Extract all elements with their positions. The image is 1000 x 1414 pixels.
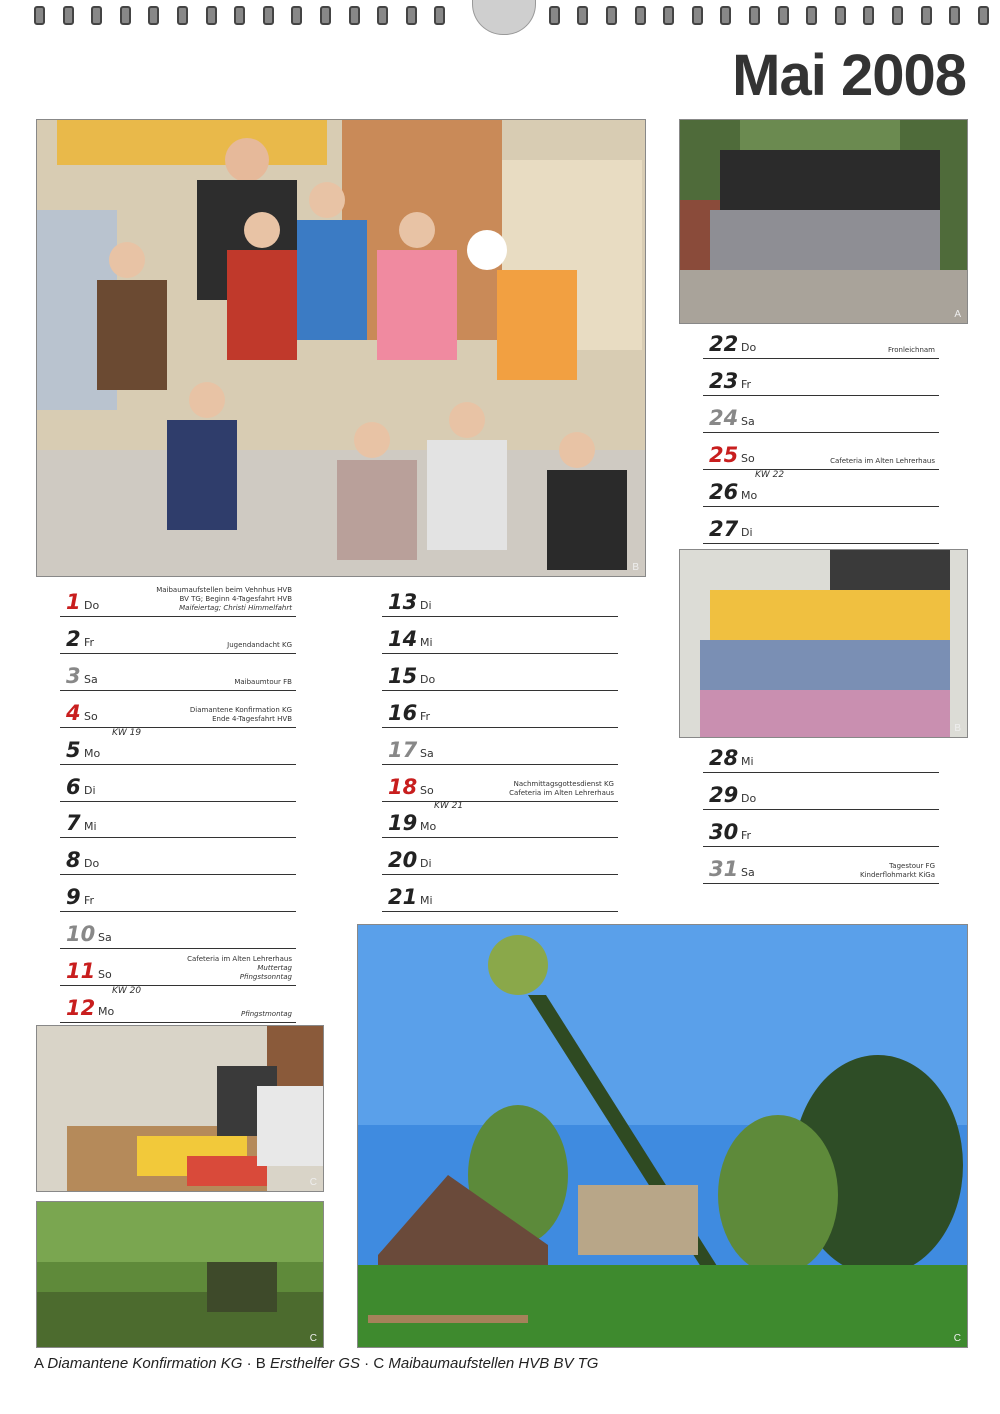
binding-ring <box>863 6 874 25</box>
day-number: 24 <box>709 406 739 430</box>
day-number: 9 <box>66 885 81 910</box>
day-row <box>703 359 939 396</box>
binding-ring <box>549 6 560 25</box>
day-number: 20 <box>388 848 418 873</box>
binding-ring <box>949 6 960 25</box>
day-row <box>382 580 618 617</box>
day-number: 2 <box>66 626 81 651</box>
day-row <box>703 507 939 544</box>
binding-ring <box>692 6 703 25</box>
day-number: 30 <box>709 820 739 844</box>
day-number: 17 <box>388 737 418 762</box>
days-column-3-lower <box>703 736 939 881</box>
binding-ring <box>291 6 302 25</box>
day-events <box>156 586 292 613</box>
day-number: 6 <box>66 774 81 799</box>
photo-first-aid-children <box>679 549 968 738</box>
day-row <box>703 810 939 847</box>
day-events <box>830 457 935 466</box>
day-row <box>60 691 296 728</box>
binding-ring <box>635 6 646 25</box>
binding-ring <box>177 6 188 25</box>
day-number: 4 <box>66 700 81 725</box>
binding-ring <box>320 6 331 25</box>
event-text: Nachmittagsgottesdienst KG <box>513 779 614 788</box>
binding-ring <box>120 6 131 25</box>
day-number: 25 <box>709 443 739 467</box>
binding-ring <box>63 6 74 25</box>
binding-ring <box>978 6 989 25</box>
photo-caption <box>34 1355 598 1372</box>
binding-ring <box>91 6 102 25</box>
photo-diamond-confirmation-image <box>680 120 967 323</box>
day-row <box>703 322 939 359</box>
event-text: Maibaumtour FB <box>234 677 292 686</box>
weekday: Mo <box>98 1004 115 1018</box>
days-column-1 <box>60 580 296 1020</box>
event-text: Cafeteria im Alten Lehrerhaus <box>187 955 292 963</box>
day-row <box>60 912 296 949</box>
day-number: 1 <box>66 590 81 614</box>
photo-garden-work <box>36 1201 324 1348</box>
photo-diamond-confirmation <box>679 119 968 324</box>
photo-label: C <box>953 1333 961 1344</box>
weekday: Sa <box>98 931 112 945</box>
binding-ring <box>206 6 217 25</box>
photo-label: B <box>954 723 961 734</box>
day-number: 15 <box>388 663 418 688</box>
binding-ring <box>806 6 817 25</box>
caption-a-letter: A <box>34 1355 48 1372</box>
day-row <box>60 949 296 986</box>
weekday: Di <box>741 526 753 539</box>
day-number: 22 <box>709 332 739 356</box>
holiday-text: Maifeiertag; Christi Himmelfahrt <box>179 604 292 612</box>
day-number: 16 <box>388 700 418 725</box>
day-events <box>227 641 292 650</box>
day-number: 23 <box>709 369 739 393</box>
weekday: Mi <box>420 635 433 649</box>
weekday: So <box>98 968 112 981</box>
day-events <box>190 706 292 724</box>
day-number: 10 <box>66 922 96 947</box>
day-row <box>60 765 296 802</box>
photo-garden-work-image <box>37 1202 323 1347</box>
event-text: BV TG; Beginn 4-Tagesfahrt HVB <box>179 595 292 603</box>
caption-sep-1: · B <box>242 1355 270 1372</box>
photo-seniors-crafting-image <box>37 1026 323 1191</box>
day-number: 28 <box>709 746 739 770</box>
event-text: Cafeteria im Alten Lehrerhaus <box>509 788 614 797</box>
day-row <box>703 470 939 507</box>
binding-ring <box>749 6 760 25</box>
weekday: Fr <box>84 894 95 908</box>
binding-ring <box>606 6 617 25</box>
day-number: 18 <box>388 774 418 799</box>
spiral-binding <box>0 0 1000 34</box>
day-number: 8 <box>66 848 81 873</box>
day-row <box>703 396 939 433</box>
day-row <box>382 728 618 765</box>
day-number: 13 <box>388 590 418 614</box>
weekday: Do <box>84 857 100 871</box>
calendar-week: KW 19 <box>112 727 142 738</box>
binding-ring <box>921 6 932 25</box>
day-row <box>60 728 296 765</box>
weekday: Do <box>741 341 757 354</box>
binding-ring <box>778 6 789 25</box>
weekday: Do <box>420 672 436 686</box>
weekday: Fr <box>741 378 752 391</box>
event-text: Diamantene Konfirmation KG <box>189 705 292 714</box>
weekday: So <box>741 452 755 465</box>
binding-ring <box>835 6 846 25</box>
event-text: Kinderflohmarkt KiGa <box>860 871 935 879</box>
day-number: 3 <box>66 663 81 688</box>
day-row <box>382 765 618 802</box>
days-column-3-upper <box>703 322 939 544</box>
day-number: 14 <box>388 626 418 651</box>
day-row <box>703 773 939 810</box>
day-number: 21 <box>388 885 418 910</box>
calendar-hanger <box>472 0 536 35</box>
event-text: Cafeteria im Alten Lehrerhaus <box>830 457 935 465</box>
weekday: So <box>84 709 98 723</box>
binding-ring <box>377 6 388 25</box>
calendar-week: KW 20 <box>112 985 142 996</box>
day-number: 31 <box>709 857 739 881</box>
day-row <box>60 617 296 654</box>
photo-label: A <box>954 309 961 320</box>
binding-ring <box>892 6 903 25</box>
day-row <box>703 847 939 884</box>
day-row <box>382 617 618 654</box>
day-events <box>888 346 935 355</box>
binding-ring <box>434 6 445 25</box>
day-number: 29 <box>709 783 739 807</box>
event-text: Maibaumaufstellen beim Vehnhus HVB <box>156 586 292 594</box>
day-row <box>60 875 296 912</box>
photo-maypole-raising <box>357 924 968 1348</box>
binding-ring <box>234 6 245 25</box>
day-events <box>509 780 614 798</box>
binding-ring <box>720 6 731 25</box>
day-row <box>60 986 296 1023</box>
binding-ring <box>663 6 674 25</box>
holiday-text: Pfingstmontag <box>240 1009 292 1018</box>
day-number: 12 <box>66 995 96 1020</box>
day-row <box>382 875 618 912</box>
weekday: Fr <box>741 829 752 842</box>
weekday: Fr <box>420 709 431 723</box>
day-number: 5 <box>66 737 81 762</box>
photo-first-aid-children-image <box>680 550 967 737</box>
day-events <box>234 678 292 687</box>
day-events <box>241 1010 292 1019</box>
event-text: Fronleichnam <box>888 346 935 354</box>
binding-ring <box>349 6 360 25</box>
holiday-text: Muttertag <box>257 964 292 972</box>
photo-seniors-crafting <box>36 1025 324 1192</box>
weekday: Fr <box>84 635 95 649</box>
photo-maypole-raising-image <box>358 925 967 1347</box>
day-number: 26 <box>709 480 739 504</box>
day-events <box>860 862 935 880</box>
weekday: Mo <box>420 820 437 834</box>
photo-label: B <box>632 562 639 573</box>
day-row <box>60 801 296 838</box>
day-row <box>703 736 939 773</box>
day-row <box>703 433 939 470</box>
photo-classroom-children-image <box>37 120 645 576</box>
day-row <box>382 691 618 728</box>
day-number: 19 <box>388 811 418 836</box>
weekday: Do <box>84 599 100 612</box>
day-number: 11 <box>66 959 96 983</box>
calendar-week: KW 22 <box>755 470 785 480</box>
weekday: Sa <box>84 672 98 686</box>
caption-sep-2: · C <box>360 1355 389 1372</box>
binding-ring <box>263 6 274 25</box>
binding-ring <box>34 6 45 25</box>
days-column-2 <box>382 580 618 910</box>
day-row <box>60 654 296 691</box>
weekday: Do <box>741 792 757 805</box>
binding-ring <box>577 6 588 25</box>
day-number: 7 <box>66 811 81 836</box>
holiday-text: Pfingstsonntag <box>239 973 292 981</box>
caption-c-text: Maibaumaufstellen HVB BV TG <box>388 1355 599 1372</box>
day-row <box>382 654 618 691</box>
weekday: Di <box>420 599 432 612</box>
day-row <box>60 580 296 617</box>
calendar-week: KW 21 <box>434 801 464 812</box>
caption-a-text: Diamantene Konfirmation KG <box>47 1355 243 1372</box>
weekday: Mi <box>84 820 97 834</box>
day-number: 27 <box>709 517 739 541</box>
event-text: Jugendandacht KG <box>227 640 292 649</box>
weekday: Mo <box>741 489 758 502</box>
weekday: Di <box>84 783 96 797</box>
weekday: Sa <box>741 866 755 879</box>
photo-label: C <box>309 1333 317 1344</box>
binding-ring <box>148 6 159 25</box>
weekday: So <box>420 783 434 797</box>
weekday: Mi <box>420 894 433 908</box>
weekday: Mi <box>741 755 754 768</box>
day-row <box>60 838 296 875</box>
photo-label: C <box>309 1177 317 1188</box>
weekday: Di <box>420 857 432 871</box>
photo-classroom-children <box>36 119 646 577</box>
day-events <box>187 955 292 982</box>
day-row <box>382 838 618 875</box>
binding-ring <box>406 6 417 25</box>
weekday: Sa <box>741 415 755 428</box>
event-text: Tagestour FG <box>889 862 935 870</box>
caption-b-text: Ersthelfer GS <box>269 1355 361 1372</box>
weekday: Mo <box>84 746 101 760</box>
page-title: Mai 2008 <box>732 43 966 108</box>
weekday: Sa <box>420 746 434 760</box>
day-row <box>382 801 618 838</box>
event-text: Ende 4-Tagesfahrt HVB <box>212 714 292 723</box>
